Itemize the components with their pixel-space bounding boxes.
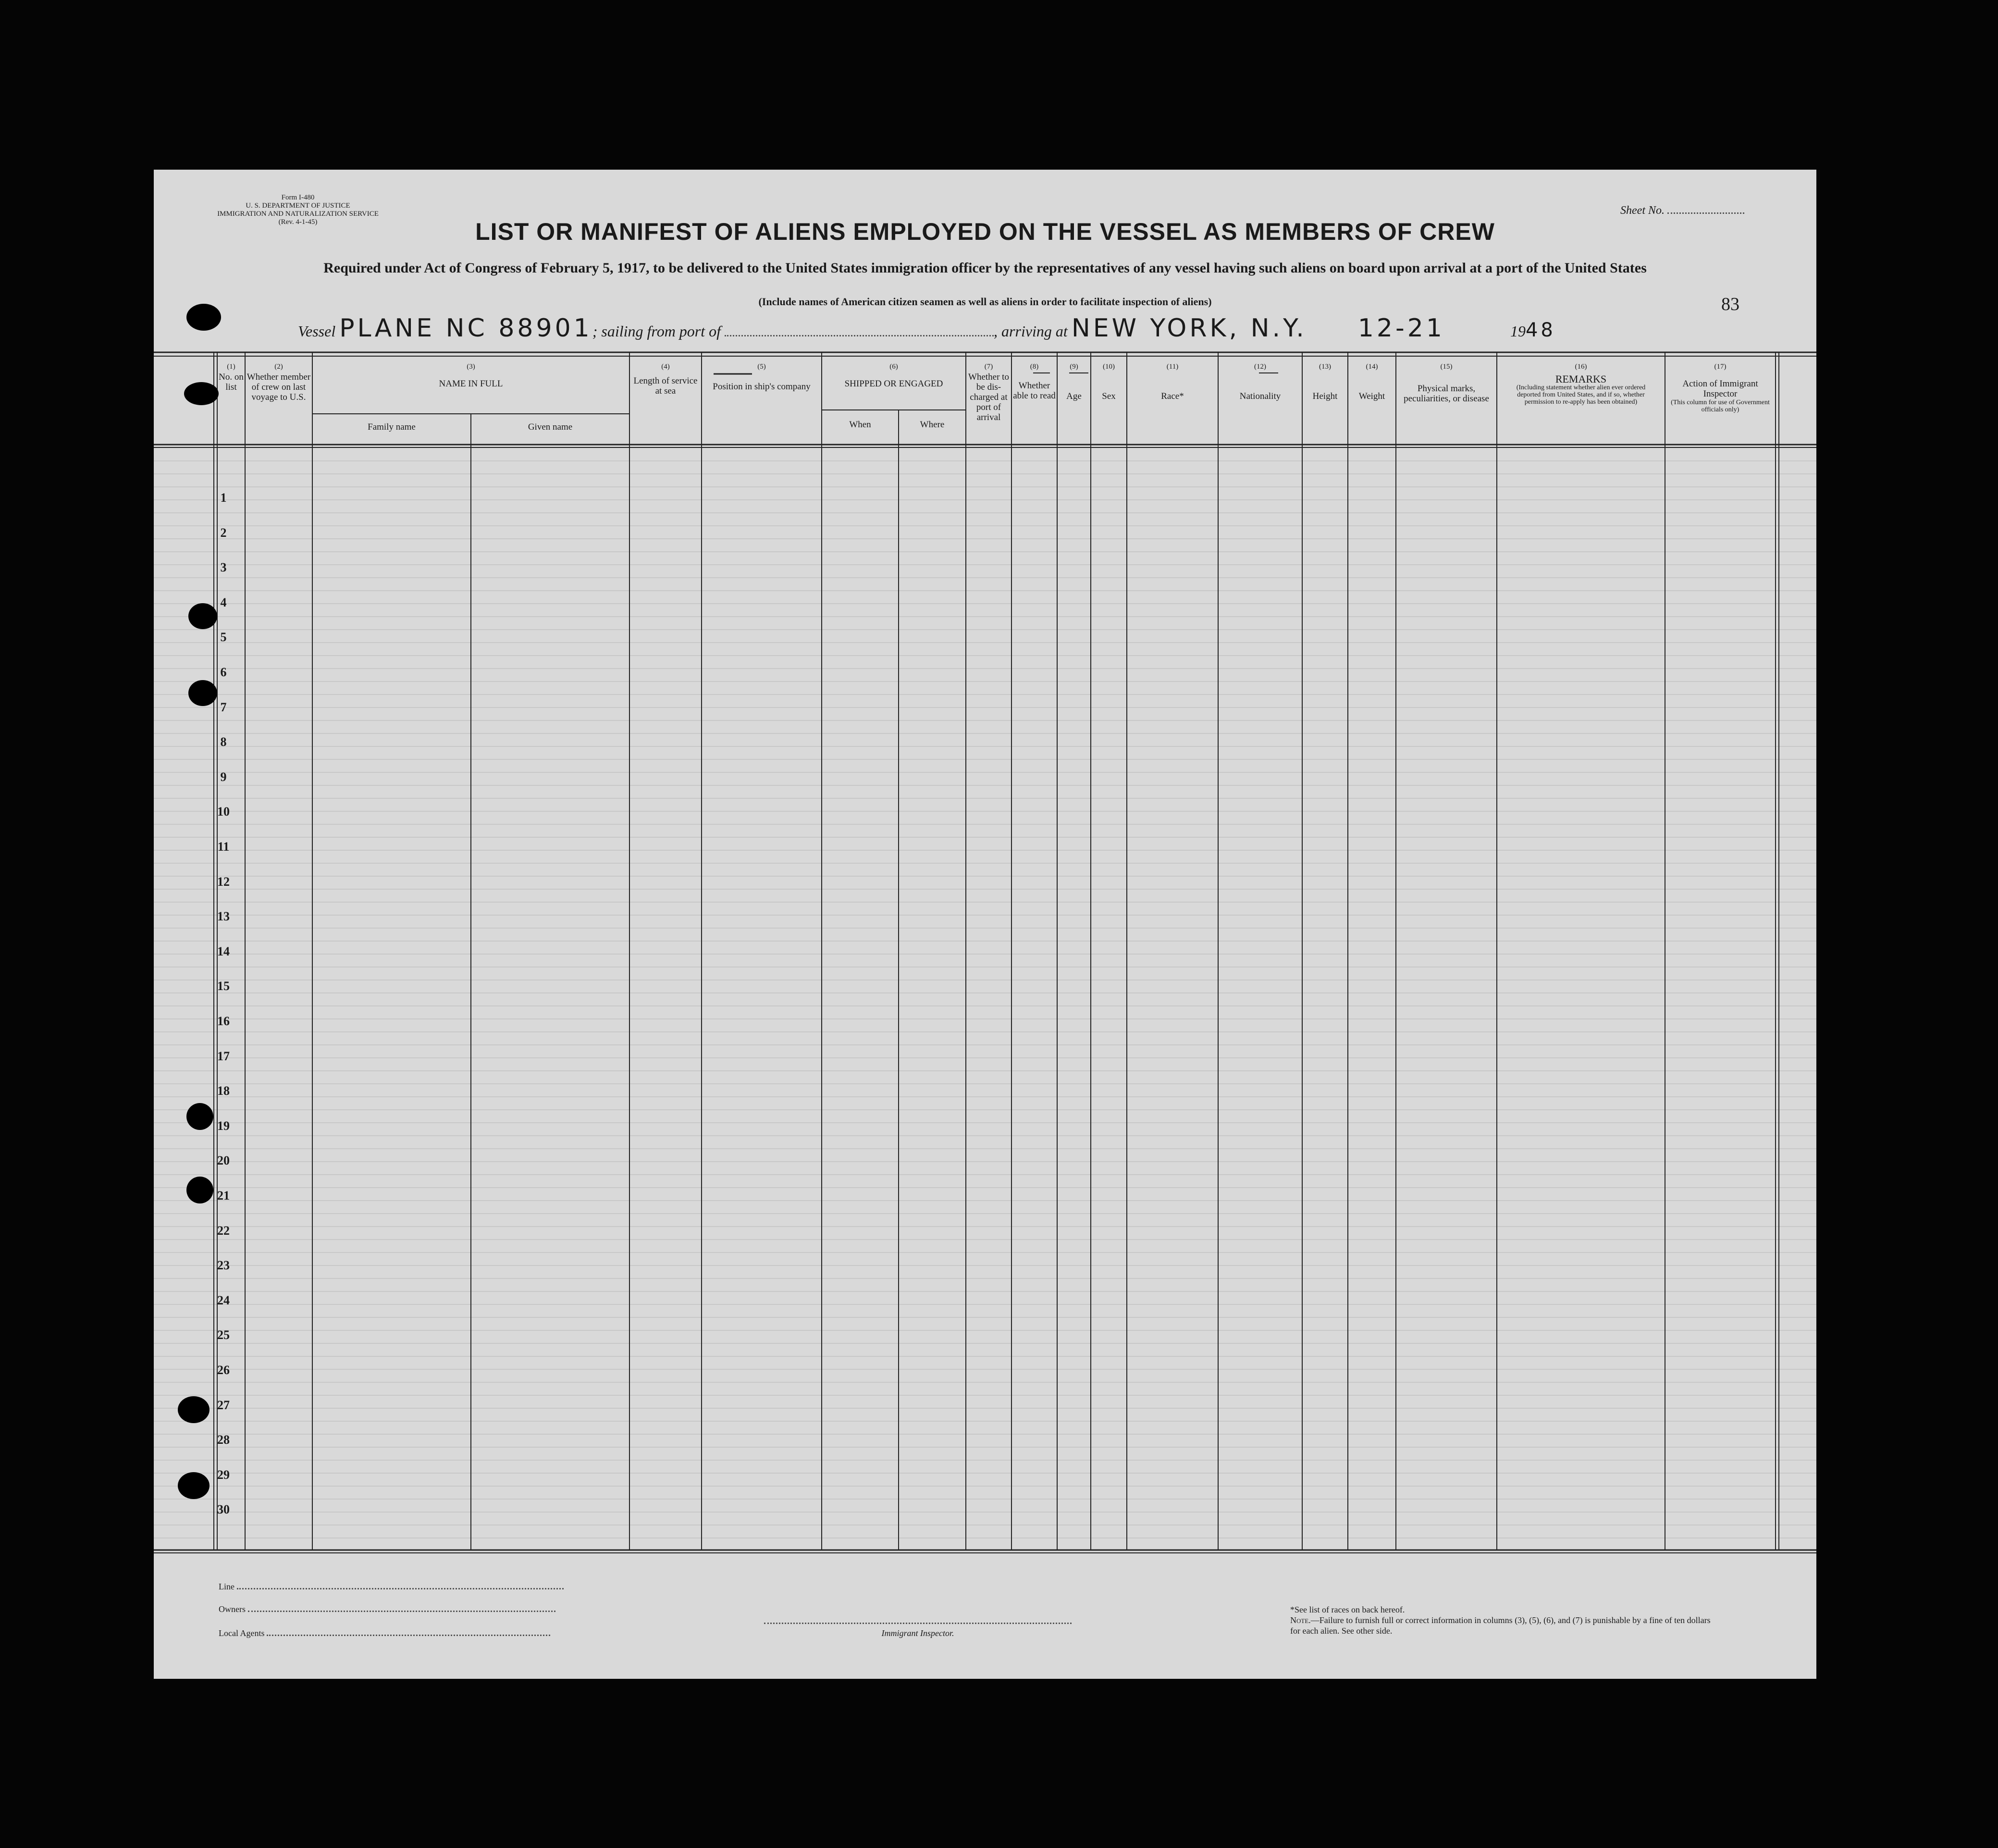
row-number: 23 <box>217 1258 230 1273</box>
row-number: 25 <box>217 1328 230 1342</box>
col7-header: (7) Whether to be dis-charged at port of arrival <box>968 363 1009 422</box>
arriving-label: , arriving at <box>994 322 1068 340</box>
vessel-value: PLANE NC 88901 <box>339 314 592 343</box>
family-name-header: Family name <box>368 422 416 432</box>
inspector-signature-field <box>764 1616 1072 1638</box>
col10-header: (10) Sex <box>1102 363 1116 401</box>
given-name-header: Given name <box>528 422 573 432</box>
col9-header: (9) Age <box>1066 363 1082 401</box>
row-number: 21 <box>217 1189 230 1203</box>
row-number: 28 <box>217 1433 230 1447</box>
inspector-label: Immigrant Inspector. <box>881 1628 954 1638</box>
races-note: *See list of races on back hereof. <box>1290 1605 1405 1614</box>
local-agents-field <box>219 1628 550 1638</box>
row-number: 24 <box>217 1293 230 1307</box>
binder-hole <box>186 304 221 331</box>
row-number: 27 <box>217 1398 230 1412</box>
col4-header: (4) Length of service at sea <box>633 363 698 396</box>
sailing-label: ; sailing from port of <box>592 322 721 340</box>
row-number: 16 <box>217 1014 230 1028</box>
col12-header: (12) Nationality <box>1239 363 1281 401</box>
row-number: 20 <box>217 1153 230 1168</box>
row-number: 22 <box>217 1223 230 1238</box>
row-number: 8 <box>220 735 227 749</box>
binder-hole <box>186 1103 213 1130</box>
row-number: 6 <box>220 665 227 679</box>
binder-hole <box>184 382 219 405</box>
year-value: 48 <box>1525 319 1556 341</box>
col16-header: (16) REMARKS (Including statement whether alien ever ordered deported from United States, and if so, whether permission to re-apply has been obtained) <box>1516 363 1646 406</box>
include-note: (Include names of American citizen seamen as well as aliens in order to facilitate inspection of aliens) <box>758 296 1212 308</box>
col8-header: (8) Whether able to read <box>1013 363 1056 401</box>
binder-hole <box>188 680 217 706</box>
binder-hole <box>178 1472 210 1499</box>
row-number: 14 <box>217 944 230 958</box>
col15-header: (15) Physical marks, peculiarities, or disease <box>1404 363 1489 404</box>
binder-hole <box>178 1396 210 1423</box>
row-number: 7 <box>220 700 227 714</box>
row-number: 4 <box>220 595 227 609</box>
department-name: U. S. DEPARTMENT OF JUSTICE <box>246 202 350 210</box>
row-number: 17 <box>217 1049 230 1063</box>
arriving-value: NEW YORK, N.Y. <box>1071 314 1307 343</box>
row-number: 18 <box>217 1084 230 1098</box>
col3-header: (3) NAME IN FULL <box>439 363 503 389</box>
row-number: 11 <box>217 840 230 854</box>
col5-header: (5) Position in ship's company <box>713 363 811 392</box>
row-number: 26 <box>217 1363 230 1377</box>
row-number: 10 <box>217 805 230 819</box>
binder-hole <box>186 1177 213 1203</box>
page-number: 83 <box>1721 294 1739 314</box>
col11-header: (11) Race* <box>1161 363 1184 401</box>
row-number: 15 <box>217 979 230 993</box>
line-label: Line <box>219 1582 234 1591</box>
row-number: 29 <box>217 1467 230 1482</box>
row-number: 30 <box>217 1502 230 1517</box>
requirement-text: Required under Act of Congress of February 5, 1917, to be delivered to the United States immigration officer by the representatives of any vessel having such aliens on board upon arrival at a port of the United States <box>323 260 1647 276</box>
row-number: 12 <box>217 874 230 889</box>
form-number: Form I-480 <box>281 194 315 201</box>
where-header: Where <box>920 420 945 430</box>
arrival-date: 12-21 <box>1357 314 1445 343</box>
row-number: 19 <box>217 1118 230 1133</box>
vessel-label: Vessel <box>298 322 336 340</box>
row-number: 1 <box>220 491 227 505</box>
col17-header: (17) Action of Immigrant Inspector (This column for use of Government officials only) <box>1671 363 1770 413</box>
service-name: IMMIGRATION AND NATURALIZATION SERVICE <box>217 210 379 218</box>
year-prefix: 19 <box>1510 322 1526 340</box>
sheet-number-label: Sheet No. <box>1620 204 1665 217</box>
penalty-note: Note.—Failure to furnish full or correct information in columns (3), (5), (6), and (7) is punishable by a fine of ten dollars for each alien. See other side. <box>1290 1615 1711 1636</box>
owners-field <box>219 1604 555 1614</box>
form-revision: (Rev. 4-1-45) <box>278 218 318 226</box>
row-number: 9 <box>220 769 227 784</box>
binder-hole <box>188 603 217 629</box>
page-title: LIST OR MANIFEST OF ALIENS EMPLOYED ON THE VESSEL AS MEMBERS OF CREW <box>475 218 1495 245</box>
row-number: 3 <box>220 560 227 575</box>
manifest-sheet <box>154 170 1816 1679</box>
footnote <box>1290 1604 1723 1636</box>
col2-header: (2) Whether member of crew on last voyage to U.S. <box>247 363 311 402</box>
col6-header: (6) SHIPPED OR ENGAGED <box>844 363 943 389</box>
line-field <box>219 1582 564 1592</box>
when-header: When <box>849 420 871 430</box>
col13-header: (13) Height <box>1312 363 1338 401</box>
col1-header: (1) No. on list <box>219 363 244 392</box>
col14-header: (14) Weight <box>1358 363 1385 401</box>
row-number: 2 <box>220 525 227 540</box>
row-number: 13 <box>217 909 230 924</box>
owners-label: Owners <box>219 1604 246 1614</box>
local-agents-label: Local Agents <box>219 1628 265 1638</box>
row-number: 5 <box>220 630 227 645</box>
